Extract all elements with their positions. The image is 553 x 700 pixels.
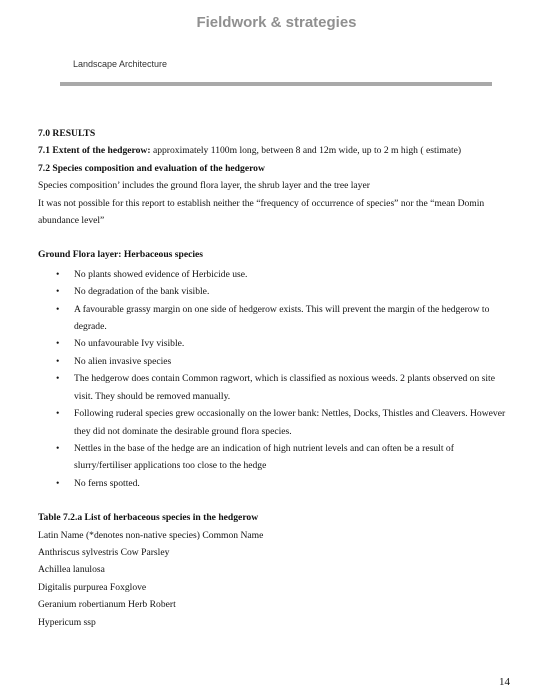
spacer xyxy=(38,492,508,509)
page-number: 14 xyxy=(499,676,510,688)
ground-flora-heading: Ground Flora layer: Herbaceous species xyxy=(38,249,204,261)
species-text-1: Species composition’ includes the ground flora layer, the shrub layer and the tree layer xyxy=(38,180,370,192)
document-body xyxy=(38,125,508,631)
header-divider xyxy=(60,82,492,86)
list-item: • Following ruderal species grew occasionally on the lower bank: Nettles, Docks, Thistles and Cleavers. However they did not dominate the desirable ground flora species. xyxy=(38,405,508,440)
species-text-2: It was not possible for this report to establish neither the “frequency of occurrence of species” nor the “mean Domin abundance level” xyxy=(38,197,485,227)
table-header: Latin Name (*denotes non-native species) Common Name xyxy=(38,529,264,541)
table-caption: Table 7.2.a List of herbaceous species in the hedgerow xyxy=(38,512,259,524)
list-item: • No plants showed evidence of Herbicide use. xyxy=(38,266,508,283)
list-item: • The hedgerow does contain Common ragwort, which is classified as noxious weeds. 2 plants observed on site visit. They should be removed manually. xyxy=(38,370,508,405)
list-item: • A favourable grassy margin on one side of hedgerow exists. This will prevent the margin of the hedgerow to degrade. xyxy=(38,301,508,336)
list-item: • No ferns spotted. xyxy=(38,475,508,492)
table-row: Digitalis purpurea Foxglove xyxy=(38,581,147,593)
spacer xyxy=(38,229,508,246)
extent-label: 7.1 Extent of the hedgerow: xyxy=(38,145,151,157)
list-item: • No alien invasive species xyxy=(38,353,508,370)
extent-text: approximately 1100m long, between 8 and 12m wide, up to 2 m high ( estimate) xyxy=(150,145,462,157)
table-row: Geranium robertianum Herb Robert xyxy=(38,599,176,611)
list-item: • No unfavourable Ivy visible. xyxy=(38,335,508,352)
list-item: • No degradation of the bank visible. xyxy=(38,283,508,300)
list-item: • Nettles in the base of the hedge are an indication of high nutrient levels and can often be a result of slurry/fertiliser applications too close to the hedge xyxy=(38,440,508,475)
page-header-title: Fieldwork & strategies xyxy=(196,14,357,31)
extent-paragraph xyxy=(38,142,508,159)
table-row: Achillea lanulosa xyxy=(38,564,105,576)
table-row: Hypericum ssp xyxy=(38,616,96,628)
table-row: Anthriscus sylvestris Cow Parsley xyxy=(38,546,170,558)
page-header-subtitle: Landscape Architecture xyxy=(73,59,168,69)
species-heading: 7.2 Species composition and evaluation of the hedgerow xyxy=(38,162,265,174)
section-heading: 7.0 RESULTS xyxy=(38,128,96,139)
ground-flora-list xyxy=(38,266,508,492)
